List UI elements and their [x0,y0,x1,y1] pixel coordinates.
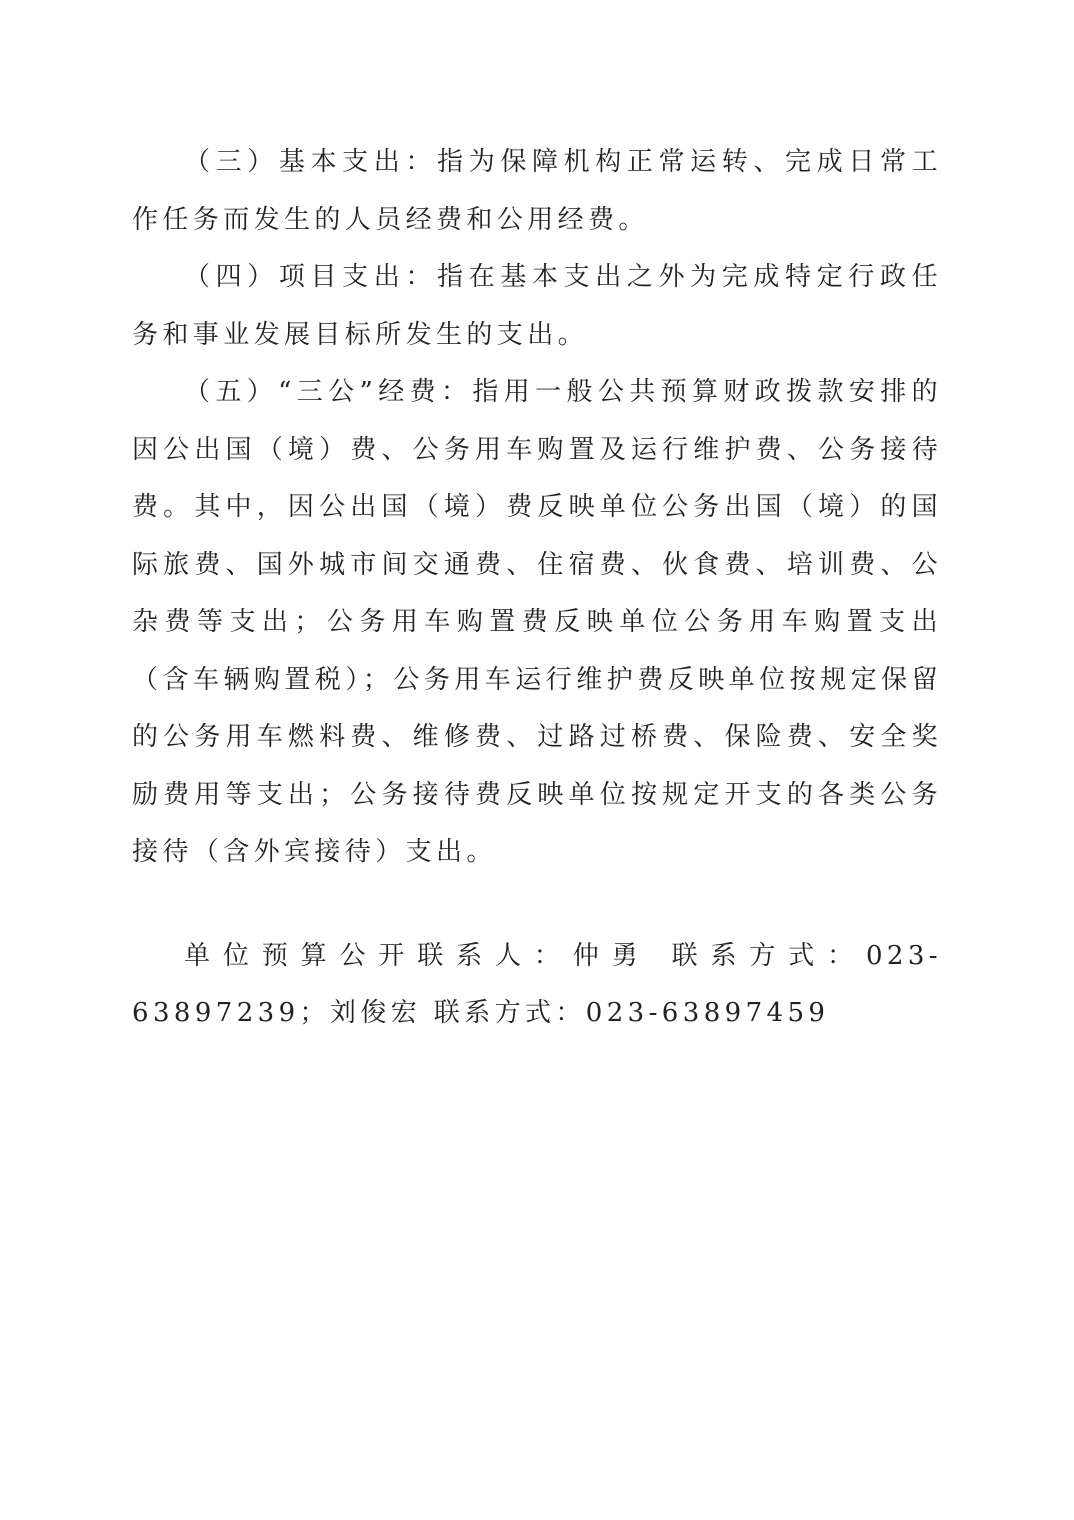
contact-info: 单位预算公开联系人：仲勇 联系方式：023-63897239；刘俊宏 联系方式：023-63897459 [132,940,942,1028]
paragraph-three-public-expenses: （五）“三公”经费：指用一般公共预算财政拨款安排的因公出国（境）费、公务用车购置及运行维护费、公务接待费。其中，因公出国（境）费反映单位公务出国（境）的国际旅费、国外城市间交通费、住宿费、伙食费、培训费、公杂费等支出；公务用车购置费反映单位公务用车购置支出（含车辆购置税）；公务用车运行维护费反映单位按规定保留的公务用车燃料费、维修费、过路过桥费、保险费、安全奖励费用等支出；公务接待费反映单位按规定开支的各类公务接待（含外宾接待）支出。 [132,377,942,867]
paragraph-basic-expenditure: （三）基本支出：指为保障机构正常运转、完成日常工作任务而发生的人员经费和公用经费。 [132,147,942,235]
paragraph-project-expenditure: （四）项目支出：指在基本支出之外为完成特定行政任务和事业发展目标所发生的支出。 [132,262,942,350]
document-body [132,134,942,1043]
